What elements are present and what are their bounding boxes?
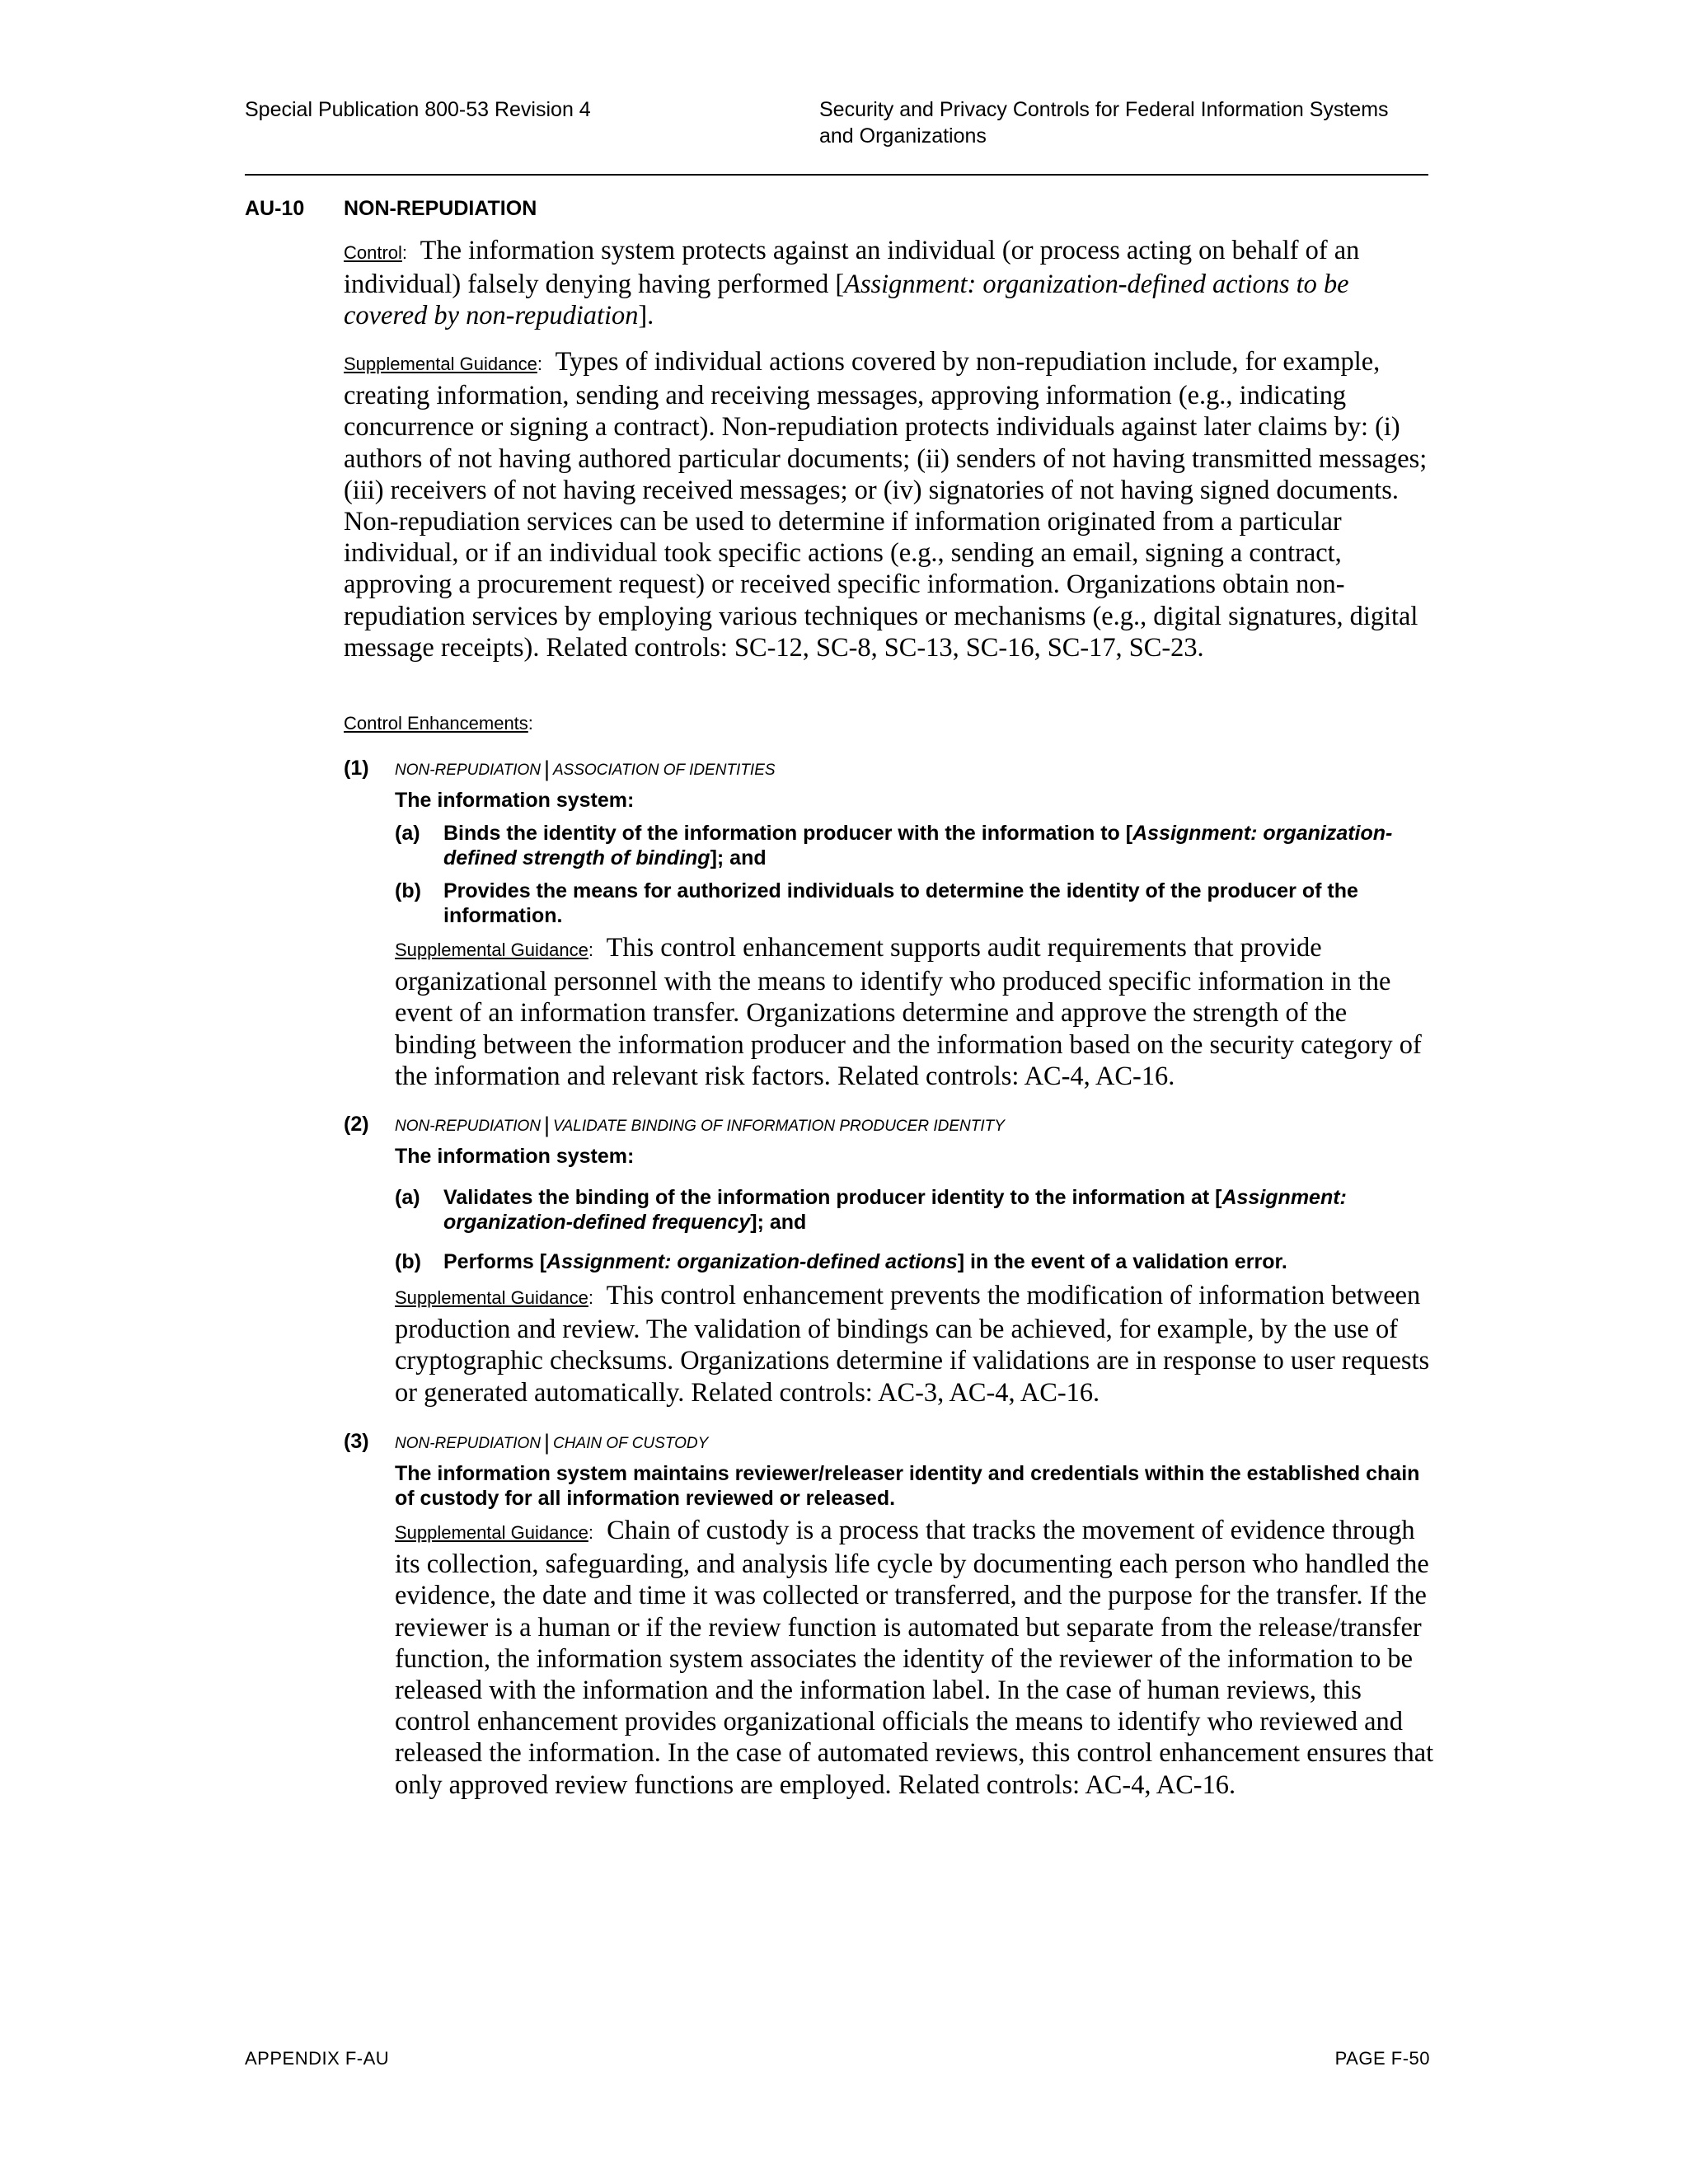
enhancement-3-guidance: Supplemental Guidance: Chain of custody is a process that tracks the movement of evidence through its collection, safeguarding, and analysis life cycle by documenting each person who handled the evidence, the date and time it was collected or transferred, and the purpose for the transfer. If the reviewer is a human or if the review function is automated but separate from the release/transfer function, the information system associates the identity of the reviewer of the information to be released with the information and the information label. In the case of human reviews, this control enhancement provides organizational officials the means to identify who reviewed and released the information. In the case of automated reviews, this control enhancement ensures that only approved review functions are employed. Related controls: AC-4, AC-16.	[395, 1516, 1434, 1800]
enhancement-1b-letter: (b)	[395, 879, 421, 902]
header-divider	[245, 174, 1428, 176]
control-id: AU-10	[245, 197, 305, 220]
enhancement-2-title-left: NON-REPUDIATION	[395, 1118, 541, 1135]
enhancement-2-guidance: Supplemental Guidance: This control enhancement prevents the modification of information between production and review. The validation of bindings can be achieved, for example, by the use of cryptographic checksums. Organizations determine if validations are in response to user requests or generated automatically. Related controls: AC-3, AC-4, AC-16.	[395, 1281, 1430, 1408]
enhancements-label: Control Enhancements	[344, 713, 528, 733]
control-assignment: Assignment: organization-defined actions to be covered by non-repudiation	[344, 269, 1349, 331]
enhancement-2b-letter: (b)	[395, 1250, 421, 1273]
enhancement-1b-text: Provides the means for authorized individuals to determine the identity of the producer of the information.	[443, 879, 1358, 927]
enhancement-1-title-right: ASSOCIATION OF IDENTITIES	[553, 762, 776, 779]
footer-appendix: APPENDIX F-AU	[245, 2048, 390, 2069]
enhancement-2-title: NON-REPUDIATION | VALIDATE BINDING OF INFORMATION PRODUCER IDENTITY	[395, 1113, 1005, 1137]
guidance-text: Types of individual actions covered by non-repudiation include, for example, creating information, sending and receiving messages, approving information (e.g., indicating concurrence or signing a contract). Non-repudiation protects individuals against later claims by: (i) authors of not having authored particular documents; (ii) senders of not having transmitted messages; (iii) receivers of not having received messages; or (iv) signatories of not having signed documents. Non-repudiation services can be used to determine if information originated from a particular individual, or if an individual took specific actions (e.g., sending an email, signing a contract, approving a procurement request) or received specific information. Organizations obtain non-repudiation services by employing various techniques or mechanisms (e.g., digital signatures, digital message receipts). Related controls: SC-12, SC-8, SC-13, SC-16, SC-17, SC-23.	[344, 347, 1428, 663]
header-title	[819, 96, 1446, 149]
enhancement-1a-assignment: Assignment: organization-defined strength of binding	[443, 822, 1393, 869]
enhancement-1-number: (1)	[344, 757, 369, 780]
enhancement-2b-assignment: Assignment: organization-defined actions	[546, 1250, 958, 1273]
enhancement-3-statement: The information system maintains reviewer/releaser identity and credentials within the established chain of custody for all information reviewed or released.	[395, 1462, 1420, 1510]
supplemental-guidance: Supplemental Guidance: Types of individual actions covered by non-repudiation include, for example, creating information, sending and receiving messages, approving information (e.g., indicating concurrence or signing a contract). Non-repudiation protects individuals against later claims by: (i) authors of not having authored particular documents; (ii) senders of not having transmitted messages; (iii) receivers of not having received messages; or (iv) signatories of not having signed documents. Non-repudiation services can be used to determine if information originated from a particular individual, or if an individual took specific actions (e.g., sending an email, signing a contract, approving a procurement request) or received specific information. Organizations obtain non-repudiation services by employing various techniques or mechanisms (e.g., digital signatures, digital message receipts). Related controls: SC-12, SC-8, SC-13, SC-16, SC-17, SC-23.	[344, 347, 1428, 663]
control-title: NON-REPUDIATION	[344, 197, 537, 220]
enhancement-2-guidance-text: This control enhancement prevents the modification of information between production and review. The validation of bindings can be achieved, for example, by the use of cryptographic checksums. Organizations determine if validations are in response to user requests or generated automatically. Related controls: AC-3, AC-4, AC-16.	[395, 1281, 1430, 1408]
enhancement-3-guidance-text: Chain of custody is a process that tracks the movement of evidence through its collection, safeguarding, and analysis life cycle by documenting each person who handled the evidence, the date and time it was collected or transferred, and the purpose for the transfer. If the reviewer is a human or if the review function is automated but separate from the release/transfer function, the information system associates the identity of the reviewer of the information to be released with the information and the information label. In the case of human reviews, this control enhancement provides organizational officials the means to identify who reviewed and released the information. In the case of automated reviews, this control enhancement ensures that only approved review functions are employed. Related controls: AC-4, AC-16.	[395, 1516, 1434, 1800]
enhancement-1-guidance: Supplemental Guidance: This control enhancement supports audit requirements that provide organizational personnel with the means to identify who produced specific information in the event of an information transfer. Organizations determine and approve the strength of the binding between the information producer and the information based on the security category of the information and relevant risk factors. Related controls: AC-4, AC-16.	[395, 933, 1422, 1091]
enhancement-1-intro: The information system:	[395, 789, 635, 812]
enhancement-3-title-right: CHAIN OF CUSTODY	[553, 1435, 709, 1452]
enhancement-2a-letter: (a)	[395, 1186, 420, 1209]
guidance-label: Supplemental Guidance	[344, 354, 537, 374]
header-title-line-2: and Organizations	[819, 124, 987, 148]
header-title-line-1: Security and Privacy Controls for Federal Information Systems	[819, 98, 1389, 121]
enhancement-2-intro: The information system:	[395, 1145, 635, 1168]
control-text-start: The information system protects against an individual (or process acting on behalf of an individual) falsely denying having performed [	[344, 236, 1360, 300]
enhancement-3-guidance-label: Supplemental Guidance	[395, 1522, 588, 1543]
enhancement-1-title: NON-REPUDIATION | ASSOCIATION OF IDENTITIES	[395, 757, 776, 781]
enhancement-1-guidance-label: Supplemental Guidance	[395, 940, 588, 960]
enhancement-3-title-left: NON-REPUDIATION	[395, 1435, 541, 1452]
enhancement-1a-letter: (a)	[395, 822, 420, 845]
enhancement-3-number: (3)	[344, 1430, 369, 1453]
control-label: Control	[344, 242, 402, 263]
enhancement-1-guidance-text: This control enhancement supports audit requirements that provide organizational personnel with the means to identify who produced specific information in the event of an information transfer. Organizations determine and approve the strength of the binding between the information producer and the information based on the security category of the information and relevant risk factors. Related controls: AC-4, AC-16.	[395, 933, 1422, 1091]
control-text-end: ].	[638, 301, 654, 331]
enhancement-3-title: NON-REPUDIATION | CHAIN OF CUSTODY	[395, 1430, 709, 1455]
enhancement-2a-assignment: Assignment: organization-defined frequency	[443, 1186, 1347, 1234]
header-publication: Special Publication 800-53 Revision 4	[245, 98, 591, 121]
enhancement-2a-text: Validates the binding of the information producer identity to the information at [Assignment: organization-defined frequency]; and	[443, 1186, 1347, 1234]
footer-page-number: PAGE F-50	[1334, 2048, 1430, 2069]
enhancement-2b-text: Performs [Assignment: organization-defined actions] in the event of a validation error.	[443, 1250, 1287, 1273]
enhancement-2-guidance-label: Supplemental Guidance	[395, 1287, 588, 1308]
enhancement-1a-text: Binds the identity of the information producer with the information to [Assignment: organization-defined strength of binding]; and	[443, 822, 1393, 869]
enhancement-2-number: (2)	[344, 1113, 369, 1136]
enhancement-2-title-right: VALIDATE BINDING OF INFORMATION PRODUCER IDENTITY	[553, 1118, 1005, 1135]
enhancement-1-title-left: NON-REPUDIATION	[395, 762, 541, 779]
control-statement: Control: The information system protects against an individual (or process acting on behalf of an individual) falsely denying having performed [Assignment: organization-defined actions to be covered by non-repudiation].	[344, 236, 1360, 331]
control-enhancements-heading: Control Enhancements:	[344, 713, 533, 733]
